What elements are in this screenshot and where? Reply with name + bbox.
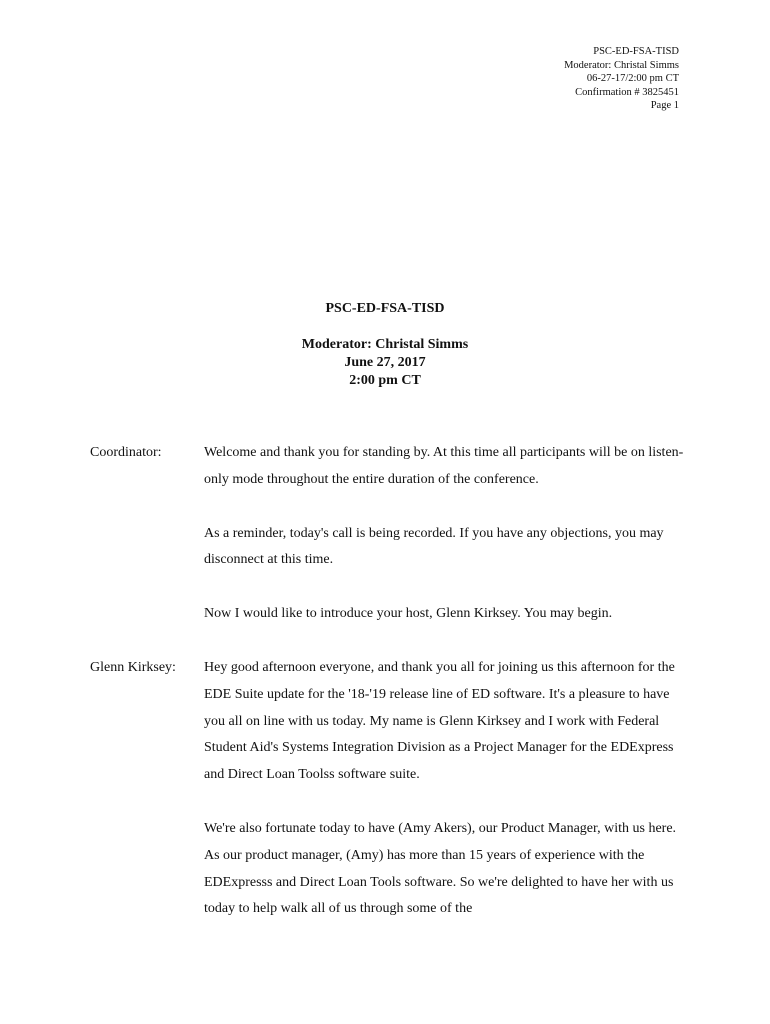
speaker-turn [90, 655, 690, 923]
transcript-paragraph: Welcome and thank you for standing by. At this time all participants will be on listen-only mode throughout the entire duration of the conference. [204, 445, 684, 487]
title-time: 2:00 pm CT [349, 373, 421, 388]
document-title: PSC-ED-FSA-TISD [325, 301, 445, 316]
transcript-paragraph: Hey good afternoon everyone, and thank you all for joining us this afternoon for the EDE Suite update for the '18-'19 release line of ED software. It's a pleasure to have you all on line with us today. My name is Glenn Kirksey and I work with Federal Student Aid's Systems Integration Division as a Project Manager for the EDExpress and Direct Loan Toolss software suite. [204, 659, 675, 783]
title-date: June 27, 2017 [344, 355, 426, 370]
title-moderator: Moderator: Christal Simms [301, 337, 469, 352]
header-page-number: Page 1 [650, 100, 679, 112]
speaker-turn [90, 440, 690, 628]
speaker-label: Glenn Kirksey: [90, 659, 176, 675]
header-confirmation: Confirmation # 3825451 [575, 86, 679, 98]
header-conference-id: PSC-ED-FSA-TISD [593, 46, 679, 57]
header-date-time: 06-27-17/2:00 pm CT [586, 73, 679, 85]
transcript-body [90, 440, 690, 950]
transcript-paragraph: Now I would like to introduce your host, Glenn Kirksey. You may begin. [204, 606, 613, 622]
running-header [564, 45, 679, 113]
transcript-paragraph: We're also fortunate today to have (Amy Akers), our Product Manager, with us here. As our product manager, (Amy) has more than 15 years of experience with the EDExpresss and Direct Loan Tools software. So we're delighted to have her with us today to help walk all of us through some of the [204, 820, 677, 917]
document-subtitle [0, 336, 770, 390]
header-moderator: Moderator: Christal Simms [564, 59, 679, 71]
speaker-label: Coordinator: [90, 445, 162, 460]
transcript-paragraph: As a reminder, today's call is being recorded. If you have any objections, you may disconnect at this time. [204, 525, 664, 568]
